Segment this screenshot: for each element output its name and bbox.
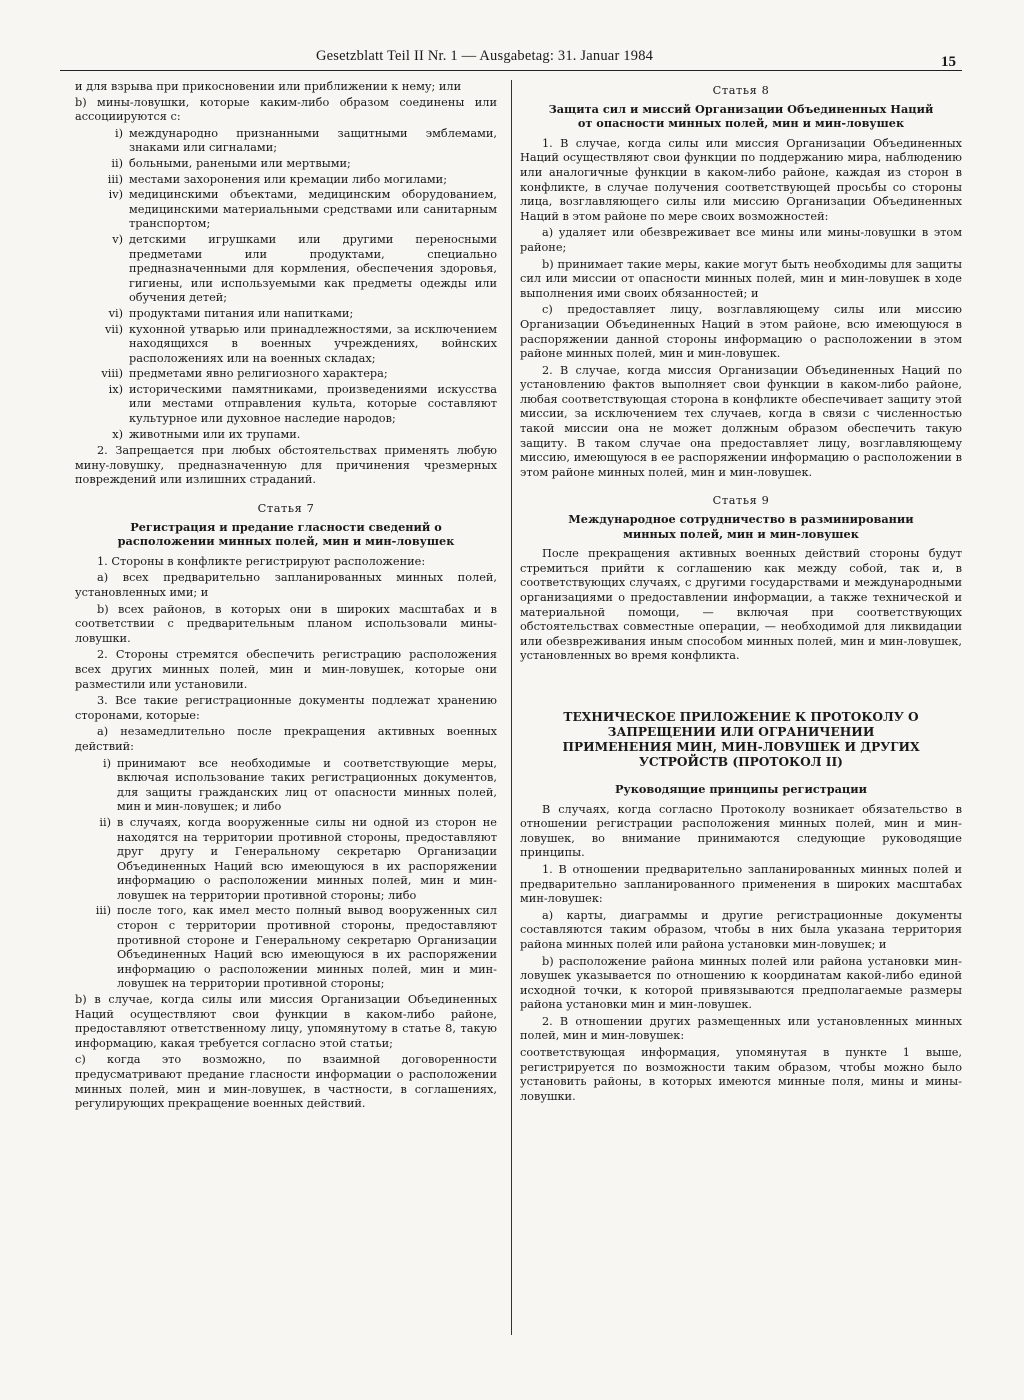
- a7-3-clause-a: a) незамедлительно после прекращения активных военных действий:: [75, 725, 497, 753]
- list-item: iii) после того, как имел место полный вывод вооруженных сил сторон с территории противной стороны, предоставляют противной стороне и Генеральному секретарю Организации Объединенных Наций всю имеющуюся в их распоряжении информацию о расположении минных полей, мин и мин-ловушек на территории противной стороны;: [95, 904, 497, 991]
- article-8-title: Защита сил и миссий Организации Объединенных Наций от опасности минных полей, мин и мин-ловушек: [548, 101, 934, 131]
- annex-paragraph-2-text: соответствующая информация, упомянутая в пункте 1 выше, регистрируется по возможности таким образом, чтобы можно было установить районы, в которых имеются минные поля, мины и мины-ловушки.: [520, 1046, 962, 1103]
- annex-clause-a: a) карты, диаграммы и другие регистрационные документы составляются таким образом, чтобы в них была указана территория района минных полей или района установки мин-ловушек; и: [520, 908, 962, 951]
- annex-subheading: Руководящие принципы регистрации: [614, 781, 868, 796]
- list-item: v) детскими игрушками или другими переносными предметами или продуктами, специально предназначенными для кормления, обеспечения здоровья, гигиены, или используемыми как предметы одежды или обучения детей;: [112, 232, 497, 305]
- annex-paragraph-2: 2. В отношении других размещенных или установленных минных полей, мин и мин-ловушек:: [520, 1014, 962, 1043]
- article-7-title: Регистрация и предание гласности сведений о расположении минных полей, мин и мин-ловушек: [117, 519, 455, 549]
- a7-paragraph-2: 2. Стороны стремятся обеспечить регистрацию расположения всех других минных полей, мин и мин-ловушек, которые они разместили или установили.: [75, 648, 497, 691]
- a7-3-clause-c: c) когда это возможно, по взаимной договоренности предусматривают предание гласности информации о расположении минных полей, мин и мин-ловушек, в частности, в соглашениях, регулирующих прекращение военных действий.: [75, 1053, 497, 1111]
- article-7-label: Статья 7: [257, 502, 315, 516]
- a7-sub-list: [75, 757, 497, 993]
- list-item: ii) больными, ранеными или мертвыми;: [111, 156, 351, 170]
- list-item: ii) в случаях, когда вооруженные силы ни одной из сторон не находятся на территории противной стороны, предоставляют друг другу и Генеральному секретарю Организации Объединенных Наций всю имеющуюся в их распоряжении информацию о расположении минных полей, мин и мин-ловушек на территории противной стороны; либо: [99, 815, 497, 902]
- a7-paragraph-3: 3. Все такие регистрационные документы подлежат хранению сторонами, которые:: [75, 694, 497, 722]
- a7-3-clause-b: b) в случае, когда силы или миссия Организации Объединенных Наций осуществляют свои функции в каком-либо районе, предоставляют ответственному лицу, упомянутому в статье 8, такую информацию, какая требуется согласно этой статьи;: [75, 993, 497, 1050]
- article-8-label: Статья 8: [712, 84, 770, 97]
- article-9-title: Международное сотрудничество в разминировании минных полей, мин и мин-ловушек: [568, 512, 914, 541]
- list-item: ix) историческими памятниками, произведениями искусства или местами отправления культа, которые составляют культурное или духовное наследие народов;: [108, 382, 497, 426]
- list-item: vi) продуктами питания или напитками;: [108, 306, 354, 320]
- a8-clause-c: c) предоставляет лицу, возглавляющему силы или миссию Организации Объединенных Наций в этом районе, всю имеющуюся в распоряжении данной стороны информацию о расположении в этом районе минных полей, мин и мин-ловушек.: [520, 303, 962, 361]
- header-rule: [60, 70, 962, 71]
- list-item: x) животными или их трупами.: [112, 427, 301, 441]
- list-item: iii) местами захоронения или кремации либо могилами;: [107, 172, 447, 186]
- a9-paragraph: После прекращения активных военных действий стороны будут стремиться прийти к соглашению как между собой, так и, в соответствующих случаях, с другими государствами и международными организациями о предоставлении информации, а также технической и материальной помощи, — включая при соответствующих обстоятельствах совместные операции, — необходимой для ликвидации или обезвреживания иным способом минных полей, мин и мин-ловушек, установленных во время конфликта.: [520, 547, 962, 663]
- a8-clause-b: b) принимает такие меры, какие могут быть необходимы для защиты сил или миссии от опасности минных полей, мин и мин-ловушек в ходе выполнения ими своих обязанностей; и: [520, 257, 962, 300]
- a8-clause-a: a) удаляет или обезвреживает все мины или мины-ловушки в этом районе;: [520, 226, 962, 254]
- list-item: viii) предметами явно религиозного характера;: [101, 367, 388, 381]
- annex-intro: В случаях, когда согласно Протоколу возникает обязательство в отношении регистрации расположения минных полей, мин и мин-ловушек, во внимание принимаются следующие руководящие принципы.: [520, 802, 962, 860]
- list-item: i) международно признанными защитными эмблемами, знаками или сигналами;: [114, 126, 497, 155]
- column-divider: [511, 80, 512, 1335]
- page-number: 15: [941, 54, 956, 70]
- continued-text: и для взрыва при прикосновении или приближении к нему; или: [75, 80, 462, 93]
- a8-paragraph-1: 1. В случае, когда силы или миссия Организации Объединенных Наций осуществляют свои функции по поддержанию мира, наблюдению или аналогичные функции в каком-либо районе, каждая из сторон в конфликте, в случае получения соответствующей просьбы со стороны лица, возглавляющего силы или миссию Организации Объединенных Наций в этом районе по мере своих возможностей:: [520, 136, 962, 223]
- emblem-list: [75, 127, 497, 442]
- page-header: [0, 48, 1024, 72]
- a7-clause-a: a) всех предварительно запланированных минных полей, установленных ими; и: [75, 571, 497, 599]
- annex-paragraph-1: 1. В отношении предварительно запланированных минных полей и предварительно запланированного применения в широких масштабах мин-ловушек:: [520, 862, 962, 906]
- paragraph-2: 2. Запрещается при любых обстоятельствах применять любую мину-ловушку, предназначенную для причинения чрезмерных повреждений или излишних страданий.: [75, 444, 497, 487]
- gazette-title: Gesetzblatt Teil II Nr. 1 — Ausgabetag: 31. Januar 1984: [316, 48, 654, 64]
- clause-b: b) мины-ловушки, которые каким-либо образом соединены или ассоциируются с:: [75, 95, 497, 124]
- right-column: [520, 80, 962, 1106]
- annex-clause-b: b) расположение района минных полей или района установки мин-ловушек указывается по отношению к координатам какой-либо единой исходной точки, к которой привязываются предполагаемые размеры района установки мин и мин-ловушек.: [520, 954, 962, 1012]
- list-item: iv) медицинскими объектами, медицинским оборудованием, медицинскими материальными средствами или санитарным транспортом;: [108, 188, 497, 231]
- a8-paragraph-2: 2. В случае, когда миссия Организации Объединенных Наций по установлению фактов выполняет свои функции в каком-либо районе, любая соответствующая сторона в конфликте обеспечивает защиту этой миссии, за исключением тех случаев, когда в связи с численностью такой миссии она не может должным образом обеспечить такую защиту. В таком случае она предоставляет лицу, возглавляющему миссию, имеющуюся в ее распоряжении информацию о расположении в этом районе минных полей, мин и мин-ловушек.: [520, 363, 962, 479]
- list-item: i) принимают все необходимые и соответствующие меры, включая использование таких регистрационных документов, для защиты гражданских лиц от опасности минных полей, мин и мин-ловушек; и либо: [102, 756, 497, 814]
- left-column: [75, 80, 497, 1114]
- article-9-label: Статья 9: [712, 494, 770, 508]
- annex-title: ТЕХНИЧЕСКОЕ ПРИЛОЖЕНИЕ К ПРОТОКОЛУ О ЗАПРЕЩЕНИИ ИЛИ ОГРАНИЧЕНИИ ПРИМЕНЕНИЯ МИН, МИН-ЛОВУШЕК И ДРУГИХ УСТРОЙСТВ (ПРОТОКОЛ II): [562, 709, 920, 769]
- list-item: vii) кухонной утварью или принадлежностями, за исключением находящихся в военных учреждениях, войнских расположениях или на военных складах;: [104, 322, 497, 365]
- a7-paragraph-1: 1. Стороны в конфликте регистрируют расположение:: [97, 554, 426, 568]
- a7-clause-b: b) всех районов, в которых они в широких масштабах и в соответствии с предварительным планом использовали мины-ловушки.: [75, 602, 497, 645]
